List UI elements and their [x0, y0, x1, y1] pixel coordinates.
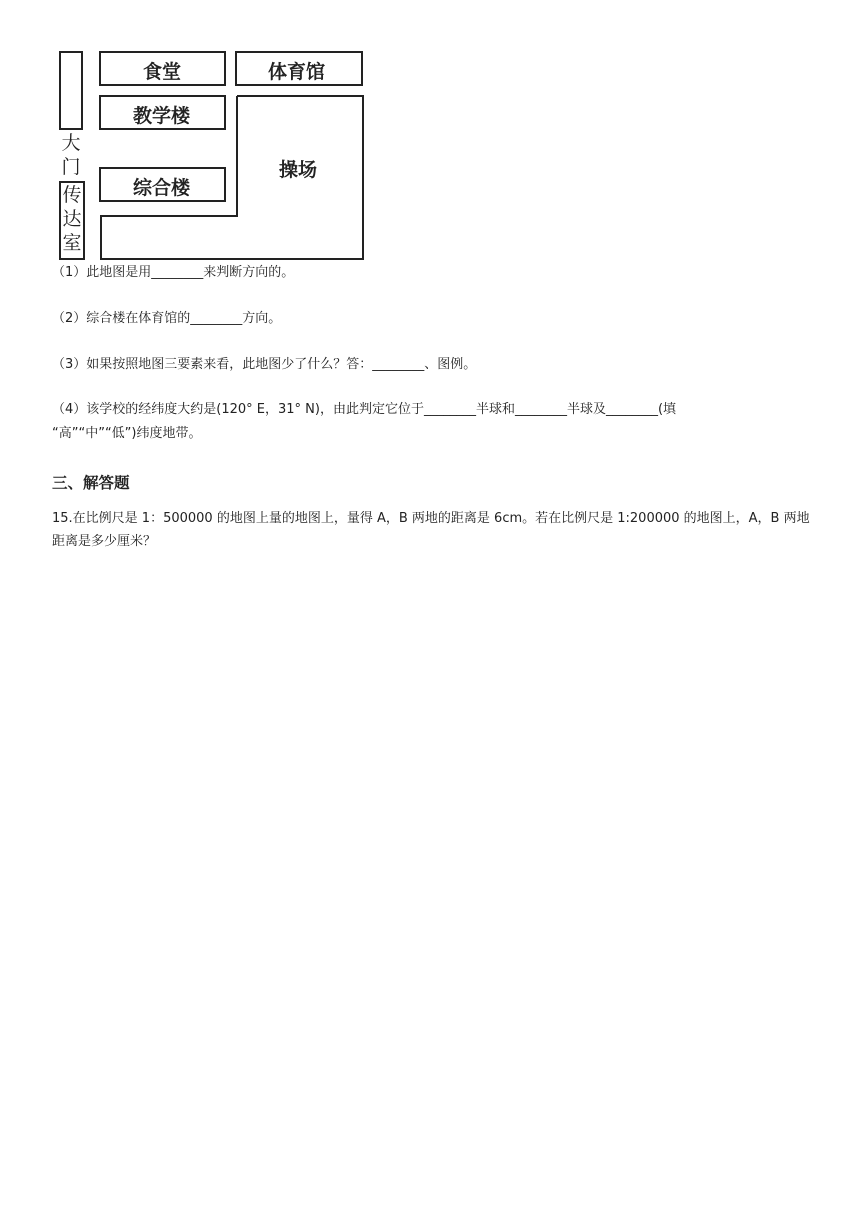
- guard-room-label-3: 室: [62, 232, 82, 254]
- question-1: （1）此地图是用________来判断方向的。: [52, 265, 295, 280]
- guard-room-label-2: 达: [62, 208, 82, 230]
- teaching-building-label: 教学楼: [133, 105, 191, 127]
- question-15: 15.在比例尺是 1：500000 的地图上量的地图上，量得 A，B 两地的距离是 6cm。若在比例尺是 1:200000 的地图上，A，B 两地距离是多少厘米？: [52, 511, 810, 549]
- gate-label-1: 大: [61, 132, 81, 154]
- question-2: （2）综合楼在体育馆的________方向。: [52, 311, 282, 326]
- question-4-line-2: “高”“中”“低”)纬度地带。: [52, 426, 202, 441]
- guard-room-label-1: 传: [62, 184, 82, 206]
- question-4-line-1: （4）该学校的经纬度大约是(120° E，31° N)，由此判定它位于________半球和________半球及________(填: [52, 402, 677, 417]
- section-title: 三、解答题: [52, 474, 130, 492]
- question-3: （3）如果按照地图三要素来看，此地图少了什么？答：________、图例。: [52, 357, 477, 372]
- gym-label: 体育馆: [268, 61, 326, 83]
- canteen-label: 食堂: [143, 61, 182, 83]
- gate-label-2: 门: [61, 156, 81, 178]
- playground-outline: [0, 0, 400, 270]
- school-map: [0, 0, 400, 270]
- complex-building-label: 综合楼: [133, 177, 191, 199]
- playground-label: 操场: [279, 159, 318, 181]
